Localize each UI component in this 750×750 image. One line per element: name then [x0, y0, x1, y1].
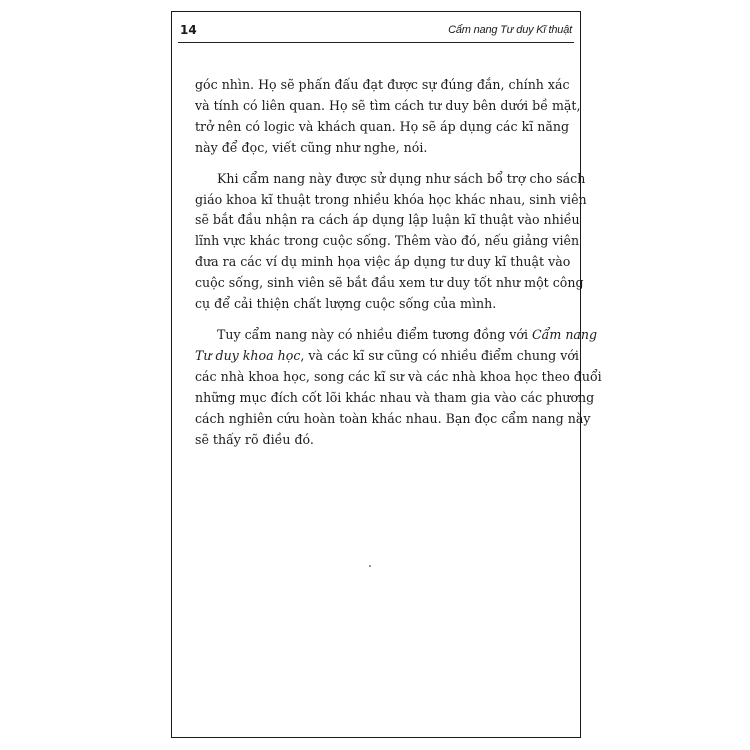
text-line [195, 346, 579, 367]
text-line: những mục đích cốt lõi khác nhau và tham gia vào các phương [195, 389, 595, 405]
book-title-italic: Cẩm nang [532, 326, 598, 342]
text-line [195, 325, 598, 346]
text-line: cách nghiên cứu hoàn toàn khác nhau. Bạn đọc cẩm nang này [195, 410, 591, 426]
text-line: Khi cẩm nang này được sử dụng như sách bổ trợ cho sách [217, 170, 586, 186]
text-line: này để đọc, viết cũng như nghe, nói. [195, 139, 428, 155]
paragraph-3 [195, 325, 602, 450]
paragraph-1 [195, 75, 581, 159]
text-segment: Tuy cẩm nang này có nhiều điểm tương đồng với [217, 326, 533, 342]
text-line: cuộc sống, sinh viên sẽ bắt đầu xem tư duy tốt như một công [195, 275, 584, 291]
paragraph-2 [195, 169, 587, 315]
text-line: và tính có liên quan. Họ sẽ tìm cách tư duy bên dưới bề mặt, [195, 97, 581, 113]
print-speck [369, 565, 371, 567]
text-line: sẽ bắt đầu nhận ra cách áp dụng lập luận kĩ thuật vào nhiều [195, 212, 580, 228]
page-header [178, 20, 574, 43]
text-line: góc nhìn. Họ sẽ phấn đấu đạt được sự đúng đắn, chính xác [195, 77, 570, 92]
text-line: các nhà khoa học, song các kĩ sư và các nhà khoa học theo đuổi [195, 368, 602, 384]
text-line: trở nên có logic và khách quan. Họ sẽ áp dụng các kĩ năng [195, 118, 570, 134]
text-line: cụ để cải thiện chất lượng cuộc sống của mình. [195, 296, 497, 312]
book-title-italic: Tư duy khoa học [195, 347, 301, 363]
body-text [195, 75, 602, 460]
text-segment: , và các kĩ sư cũng có nhiều điểm chung với [300, 347, 579, 363]
running-title: Cẩm nang Tư duy Kĩ thuật [448, 24, 572, 36]
text-line: lĩnh vực khác trong cuộc sống. Thêm vào đó, nếu giảng viên [195, 233, 580, 249]
text-line: đưa ra các ví dụ minh họa việc áp dụng tư duy kĩ thuật vào [195, 254, 571, 270]
book-page [171, 11, 602, 738]
text-line: sẽ thấy rõ điều đó. [195, 431, 314, 447]
text-line: giáo khoa kĩ thuật trong nhiều khóa học khác nhau, sinh viên [195, 191, 587, 207]
page-number: 14 [180, 23, 197, 37]
